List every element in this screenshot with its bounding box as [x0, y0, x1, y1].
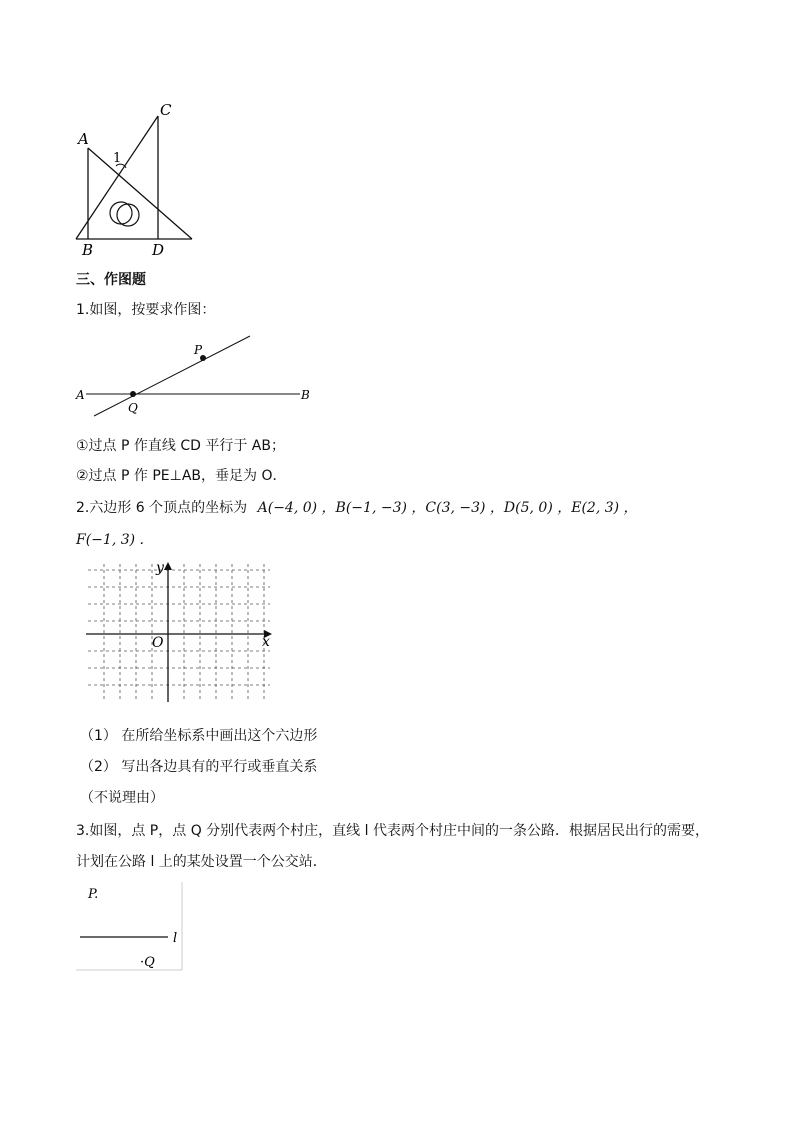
angle-label: 1 — [113, 151, 122, 166]
label-c: C — [160, 101, 172, 119]
coordinate-grid — [82, 560, 282, 710]
label-a: A — [78, 130, 89, 148]
q3-line1: 3.如图，点 P，点 Q 分别代表两个村庄，直线 l 代表两个村庄中间的一条公路．根据居民出行的需要， — [76, 823, 709, 839]
label-b: B — [301, 388, 310, 402]
label-l: l — [173, 931, 178, 946]
label-p: P — [194, 343, 203, 357]
q1-part1: ①过点 P 作直线 CD 平行于 AB； — [76, 438, 285, 454]
y-axis-label: y — [156, 560, 164, 576]
label-d: D — [152, 241, 165, 259]
x-axis-label: x — [262, 634, 270, 650]
section-title: 三、作图题 — [76, 272, 146, 288]
q2-part1: （1） 在所给坐标系中画出这个六边形 — [80, 728, 318, 744]
triangle-figure — [70, 100, 210, 260]
label-a: A — [76, 388, 85, 402]
q1-intro: 1.如图，按要求作图： — [76, 302, 216, 318]
label-b: B — [82, 241, 94, 259]
q3-line2: 计划在公路 l 上的某处设置一个公交站． — [76, 854, 327, 870]
label-q: ·Q — [140, 955, 155, 970]
q1-figure — [72, 330, 322, 420]
q2-intro-text: 2.六边形 6 个顶点的坐标为 — [76, 500, 248, 516]
q2-points-line1: A(−4, 0) ，B(−1, −3) ，C(3, −3) ，D(5, 0) ，E(2, 3) ， — [257, 500, 638, 516]
q2-part2: （2） 写出各边具有的平行或垂直关系 — [80, 759, 318, 775]
q1-part2: ②过点 P 作 PE⊥AB，垂足为 O． — [76, 468, 287, 484]
q2-points-line2: F(−1, 3) . — [76, 532, 144, 548]
road-figure — [76, 880, 186, 972]
q2-note: （不说理由） — [80, 790, 164, 806]
q2-intro — [76, 498, 638, 518]
origin-label: O — [152, 635, 164, 651]
label-p: P. — [88, 887, 99, 902]
label-q: Q — [128, 401, 138, 415]
